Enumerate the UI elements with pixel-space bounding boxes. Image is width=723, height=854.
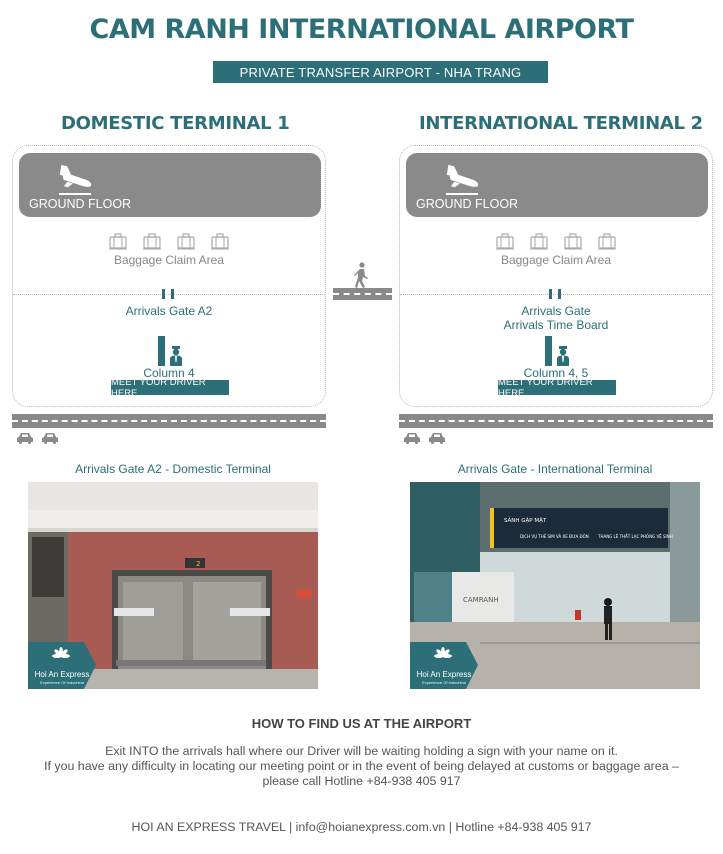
domestic-photo-caption: Arrivals Gate A2 - Domestic Terminal (75, 462, 271, 476)
ground-floor-label: GROUND FLOOR (416, 197, 519, 211)
how-to-heading: HOW TO FIND US AT THE AIRPORT (251, 716, 472, 731)
column-label: Column 4 (143, 366, 195, 380)
logo-tagline: Experience Of Indochina (422, 680, 466, 685)
car-icon (403, 432, 421, 444)
ground-floor-box (19, 153, 321, 217)
luggage-icon (176, 232, 196, 255)
plane-line (446, 193, 478, 195)
walkway (333, 288, 392, 300)
footer-contact: HOI AN EXPRESS TRAVEL | info@hoianexpress.com.vn | Hotline +84-938 405 917 (131, 820, 592, 834)
baggage-claim-label: Baggage Claim Area (500, 253, 612, 267)
ground-floor-label: GROUND FLOOR (29, 197, 132, 211)
road (12, 414, 326, 428)
car-icon (41, 432, 59, 444)
international-gate-photo (410, 482, 700, 689)
luggage-icon (108, 232, 128, 255)
page-title: CAM RANH INTERNATIONAL AIRPORT (89, 14, 634, 45)
luggage-icon (142, 232, 162, 255)
plane-line (59, 193, 91, 195)
international-terminal-title: INTERNATIONAL TERMINAL 2 (419, 113, 703, 134)
luggage-icon (563, 232, 583, 255)
column-pillar (158, 336, 165, 366)
baggage-icons (13, 232, 325, 255)
road (399, 414, 713, 428)
luggage-icon (529, 232, 549, 255)
gate-sign-text: 2 (196, 560, 201, 568)
logo-name: Hoi An Express (34, 670, 90, 679)
arrivals-gate-label: Arrivals Gate (521, 304, 591, 318)
plane-arrival-icon (444, 163, 482, 189)
column-label: Column 4, 5 (523, 366, 589, 380)
logo-tagline: Experience Of Indochina (40, 680, 84, 685)
domestic-terminal-title: DOMESTIC TERMINAL 1 (61, 113, 290, 134)
board-right-text: THANG LÊ THẤT LẠC PHÒNG VỆ SINH (598, 534, 673, 539)
meet-driver-badge: MEET YOUR DRIVER HERE (111, 380, 229, 395)
board-mid-text: DỊCH VỤ THẺ SIM VÀ XE ĐƯA ĐÓN (520, 534, 589, 539)
car-icon (428, 432, 446, 444)
arrivals-gate-label: Arrivals Gate A2 (125, 304, 213, 318)
instructions-line-2: If you have any difficulty in locating our meeting point or in the event of being delayed at customs or baggage area – (44, 759, 679, 773)
plane-arrival-icon (57, 163, 95, 189)
luggage-icon (597, 232, 617, 255)
meet-driver-badge: MEET YOUR DRIVER HERE (498, 380, 616, 395)
baggage-claim-label: Baggage Claim Area (113, 253, 225, 267)
instructions-line-3: please call Hotline +84-938 405 917 (262, 774, 461, 788)
international-photo-caption: Arrivals Gate - International Terminal (457, 462, 653, 476)
car-icon (16, 432, 34, 444)
subtitle-banner: PRIVATE TRANSFER AIRPORT - NHA TRANG (213, 61, 548, 83)
ground-floor-box (406, 153, 708, 217)
luggage-icon (495, 232, 515, 255)
logo-name: Hoi An Express (416, 670, 472, 679)
driver-icon (169, 346, 183, 366)
camranh-sign-text: CAMRANH (463, 596, 499, 604)
column-pillar (545, 336, 552, 366)
domestic-gate-photo (28, 482, 318, 689)
instructions-line-1: Exit INTO the arrivals hall where our Driver will be waiting holding a sign with your name on it. (105, 744, 618, 758)
board-left-text: SẢNH GẶP MẶT (504, 518, 547, 524)
domestic-terminal-panel (12, 145, 326, 407)
arrivals-time-board-label: Arrivals Time Board (503, 318, 609, 332)
gate-marker (162, 289, 176, 299)
driver-icon (556, 346, 570, 366)
luggage-icon (210, 232, 230, 255)
baggage-icons (400, 232, 712, 255)
gate-marker (549, 289, 563, 299)
walking-person-icon (352, 262, 370, 288)
international-terminal-panel (399, 145, 713, 407)
